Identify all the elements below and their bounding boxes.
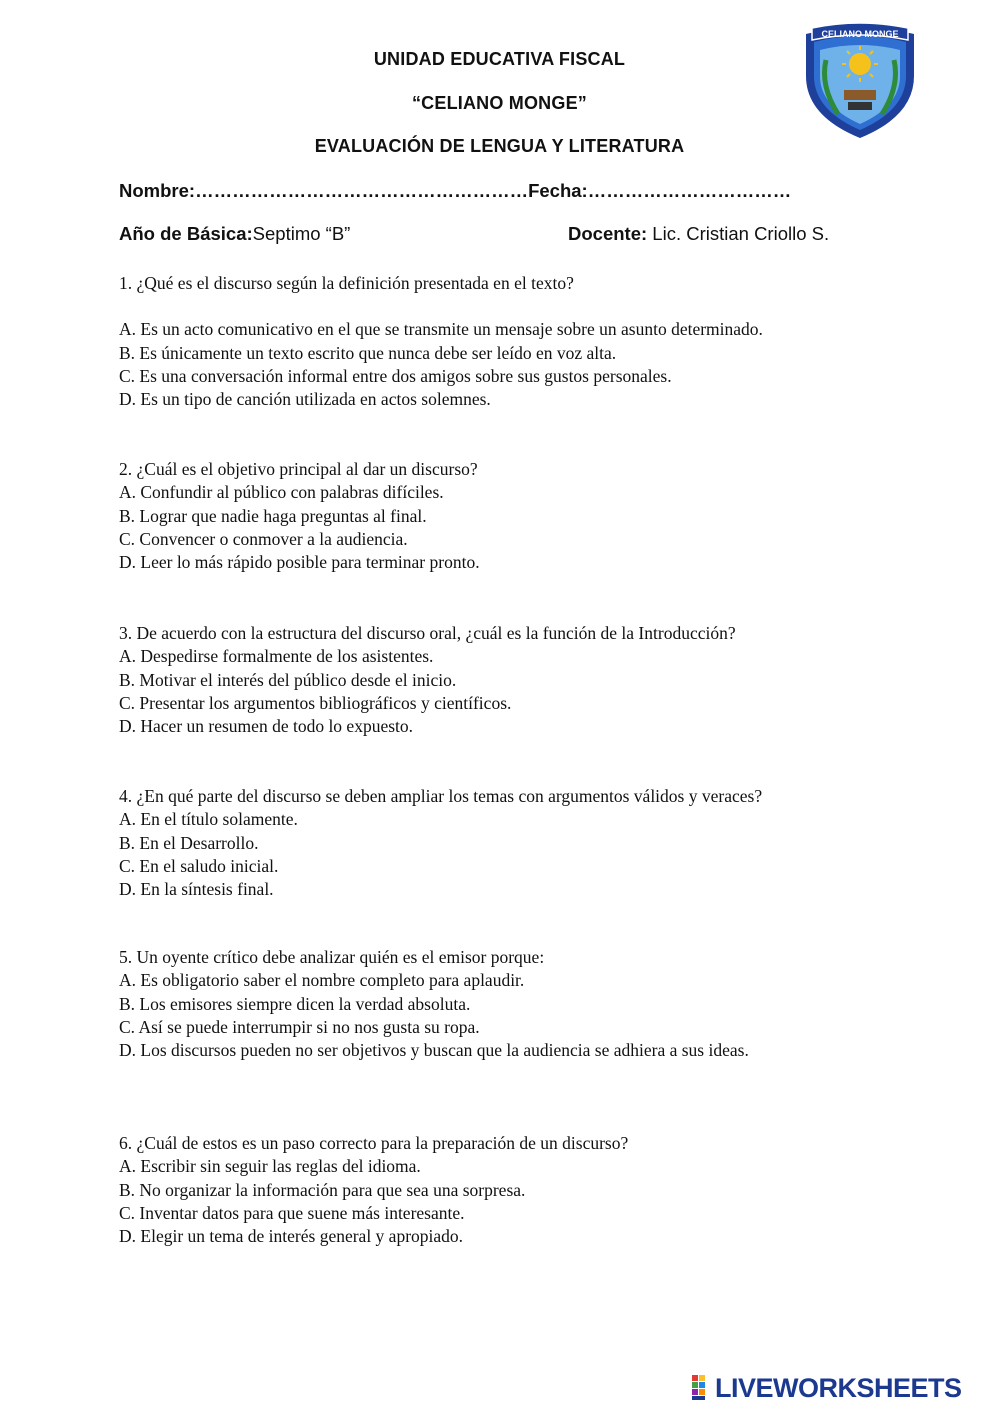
question-text: 6. ¿Cuál de estos es un paso correcto para la preparación de un discurso? (119, 1133, 629, 1153)
option-a[interactable]: A. Es obligatorio saber el nombre completo para aplaudir. (119, 970, 525, 991)
option-c[interactable]: C. Inventar datos para que suene más interesante. (119, 1202, 465, 1223)
option-d[interactable]: D. Es un tipo de canción utilizada en actos solemnes. (119, 389, 491, 410)
option-c[interactable]: C. Es una conversación informal entre dos amigos sobre sus gustos personales. (119, 365, 672, 386)
option-a[interactable]: A. Despedirse formalmente de los asistentes. (119, 646, 434, 667)
name-blank[interactable]: ……………………………………………… (195, 180, 529, 201)
option-b[interactable]: B. Lograr que nadie haga preguntas al final. (119, 505, 427, 526)
option-b[interactable]: B. No organizar la información para que sea una sorpresa. (119, 1179, 526, 1200)
grade-teacher-row (119, 223, 859, 245)
question-1 (119, 272, 919, 411)
question-text: 2. ¿Cuál es el objetivo principal al dar un discurso? (119, 459, 478, 479)
option-d[interactable]: D. Leer lo más rápido posible para terminar pronto. (119, 552, 480, 573)
question-6 (119, 1132, 919, 1248)
option-a[interactable]: A. En el título solamente. (119, 809, 298, 830)
option-a[interactable]: A. Es un acto comunicativo en el que se transmite un mensaje sobre un asunto determinado. (119, 319, 763, 340)
question-5 (119, 946, 919, 1062)
question-3 (119, 622, 919, 738)
question-4 (119, 785, 919, 901)
liveworksheets-text: LIVEWORKSHEETS (715, 1372, 962, 1403)
teacher-value: Lic. Cristian Criollo S. (647, 223, 830, 244)
option-d[interactable]: D. Los discursos pueden no ser objetivos y buscan que la audiencia se adhiera a sus ideas. (119, 1040, 749, 1061)
question-text: 4. ¿En qué parte del discurso se deben ampliar los temas con argumentos válidos y veraces? (119, 786, 763, 806)
option-b[interactable]: B. Los emisores siempre dicen la verdad absoluta. (119, 993, 471, 1014)
grade-value: Septimo “B” (252, 223, 351, 244)
teacher-label: Docente: (568, 223, 648, 244)
exam-title: EVALUACIÓN DE LENGUA Y LITERATURA (314, 136, 685, 156)
option-c[interactable]: C. Así se puede interrumpir si no nos gusta su ropa. (119, 1016, 480, 1037)
school-heading: UNIDAD EDUCATIVA FISCAL (373, 49, 626, 69)
option-d[interactable]: D. Elegir un tema de interés general y apropiado. (119, 1226, 464, 1247)
question-text: 3. De acuerdo con la estructura del discurso oral, ¿cuál es la función de la Introducción? (119, 623, 736, 643)
option-c[interactable]: C. Convencer o conmover a la audiencia. (119, 528, 408, 549)
date-label: Fecha: (528, 180, 588, 201)
option-c[interactable]: C. Presentar los argumentos bibliográficos y científicos. (119, 692, 512, 713)
question-text: 5. Un oyente crítico debe analizar quién es el emisor porque: (119, 947, 545, 967)
question-2 (119, 458, 919, 574)
school-logo (798, 20, 922, 140)
option-a[interactable]: A. Escribir sin seguir las reglas del idioma. (119, 1156, 421, 1177)
option-d[interactable]: D. Hacer un resumen de todo lo expuesto. (119, 716, 414, 737)
name-label: Nombre: (119, 180, 196, 201)
logo-banner-text: CELIANO MONGE (821, 29, 899, 39)
option-a[interactable]: A. Confundir al público con palabras difíciles. (119, 482, 444, 503)
option-b[interactable]: B. Es únicamente un texto escrito que nunca debe ser leído en voz alta. (119, 342, 617, 363)
question-text: 1. ¿Qué es el discurso según la definición presentada en el texto? (119, 273, 574, 293)
grade-label: Año de Básica: (119, 223, 253, 244)
name-date-row (119, 180, 859, 202)
date-blank[interactable]: …………………………… (587, 180, 792, 201)
liveworksheets-logo (692, 1373, 962, 1403)
option-b[interactable]: B. En el Desarrollo. (119, 832, 259, 853)
option-b[interactable]: B. Motivar el interés del público desde el inicio. (119, 669, 457, 690)
option-d[interactable]: D. En la síntesis final. (119, 879, 274, 900)
option-c[interactable]: C. En el saludo inicial. (119, 855, 279, 876)
school-name: “CELIANO MONGE” (411, 93, 587, 113)
liveworksheets-icon (692, 1375, 712, 1401)
